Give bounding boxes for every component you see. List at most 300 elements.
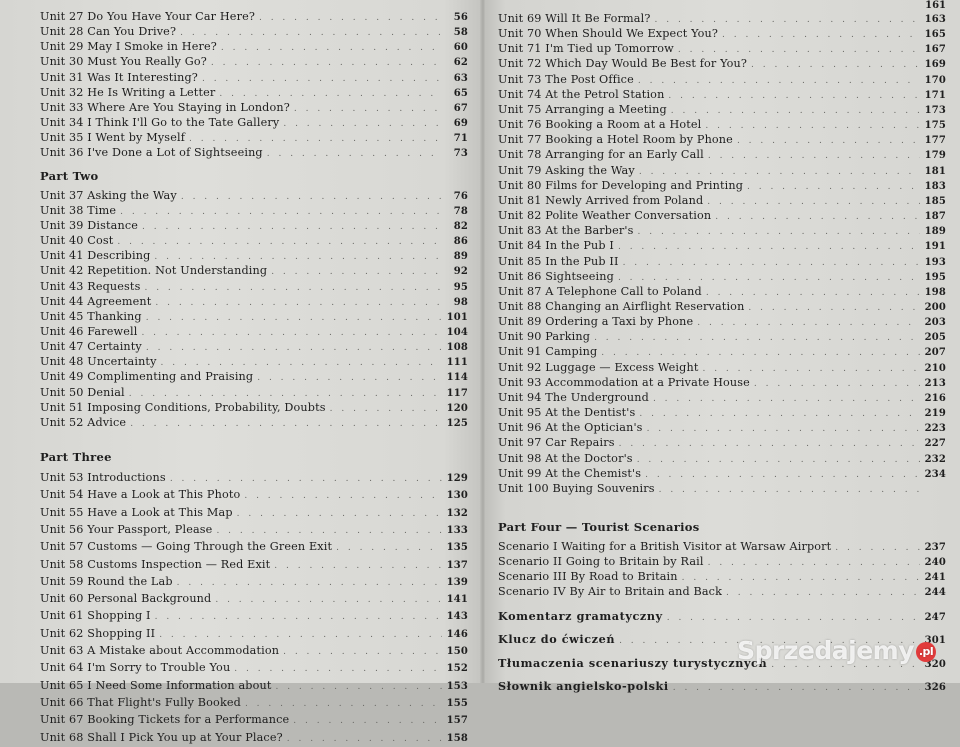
toc-entry [498,73,946,88]
dot-leader [655,13,920,27]
entry-page-number: 240 [924,556,946,570]
dot-leader [294,102,442,116]
entry-title: Unit 34 I Think I'll Go to the Tate Gallery [40,116,279,130]
toc-entry [40,712,468,729]
dot-leader [146,311,442,325]
toc-entry [40,505,468,522]
entry-page-number: 173 [924,104,946,118]
entry-title: Unit 90 Parking [498,330,590,344]
page-number-continued: 161 [498,0,946,12]
dot-leader [715,210,920,224]
entry-title: Unit 39 Distance [40,219,138,233]
toc-entry [498,164,946,179]
entry-page-number: 207 [924,346,946,360]
entry-title: Unit 41 Describing [40,249,150,263]
appendix-entry [498,609,946,625]
units-list-right [498,12,946,497]
entry-title: Unit 83 At the Barber's [498,224,634,238]
entry-title: Unit 84 In the Pub I [498,239,614,253]
toc-entry [498,315,946,330]
entry-title: Unit 49 Complimenting and Praising [40,370,253,384]
entry-page-number: 185 [924,195,946,209]
entry-title: Unit 42 Repetition. Not Understanding [40,264,267,278]
entry-title: Unit 71 I'm Tied up Tomorrow [498,42,674,56]
toc-entry [40,574,468,591]
toc-entry [40,730,468,747]
entry-title: Unit 79 Asking the Way [498,164,635,178]
entry-page-number: 157 [446,713,468,728]
entry-page-number: 169 [924,58,946,72]
entry-page-number: 71 [446,132,468,146]
entry-title: Scenario IV By Air to Britain and Back [498,585,722,599]
dot-leader [154,250,442,264]
dot-leader [283,117,442,131]
entry-page-number: 227 [924,437,946,451]
entry-title: Komentarz gramatyczny [498,609,663,623]
right-page [482,0,960,683]
entry-page-number: 108 [446,341,468,355]
dot-leader [653,392,920,406]
toc-entry [40,295,468,310]
dot-leader [638,225,920,239]
left-page [0,0,482,683]
dot-leader [259,11,442,25]
toc-entry [40,608,468,625]
dot-leader [678,43,920,57]
dot-leader [146,341,442,355]
appendix-entry [498,679,946,695]
entry-page-number: 69 [446,117,468,131]
toc-entry [498,376,946,391]
entry-title: Unit 61 Shopping I [40,608,151,623]
entry-title: Unit 63 A Mistake about Accommodation [40,643,279,658]
entry-page-number: 158 [446,731,468,746]
toc-entry [498,406,946,421]
toc-entry [498,421,946,436]
entry-page-number: 98 [446,296,468,310]
entry-title: Unit 96 At the Optician's [498,421,643,435]
toc-entry [40,401,468,416]
entry-page-number: 326 [924,681,946,695]
dot-leader [129,387,442,401]
toc-entry [40,146,468,161]
dot-leader [117,235,442,249]
dot-leader [754,377,920,391]
toc-entry [498,57,946,72]
dot-leader [659,483,920,497]
entry-page-number: 167 [924,43,946,57]
entry-title: Unit 73 The Post Office [498,73,634,87]
entry-page-number: 237 [924,541,946,555]
toc-entry [40,416,468,431]
entry-title: Unit 57 Customs — Going Through the Green Exit [40,539,332,554]
dot-leader [216,524,442,539]
entry-title: Unit 62 Shopping II [40,626,155,641]
entry-page-number: 216 [924,392,946,406]
dot-leader [638,74,920,88]
dot-leader [707,195,920,209]
watermark-logo: Sprzedajemy .pl [737,636,936,665]
toc-entry [40,591,468,608]
dot-leader [722,28,920,42]
entry-title: Unit 65 I Need Some Information about [40,678,271,693]
toc-entry [40,678,468,695]
dot-leader [155,296,442,310]
entry-title: Unit 33 Where Are You Staying in London? [40,101,290,115]
entry-page-number: 198 [924,286,946,300]
entry-title: Unit 28 Can You Drive? [40,25,176,39]
dot-leader [274,559,442,574]
toc-entry [498,361,946,376]
dot-leader [170,472,442,487]
dot-leader [142,220,442,234]
dot-leader [748,301,920,315]
toc-entry [40,280,468,295]
scenarios-list [498,540,946,601]
toc-entry [40,340,468,355]
entry-page-number: 143 [446,609,468,624]
toc-entry [498,88,946,103]
entry-page-number: 219 [924,407,946,421]
dot-leader [639,407,920,421]
entry-title: Unit 45 Thanking [40,310,142,324]
dot-leader [245,697,442,712]
dot-leader [619,437,920,451]
entry-page-number: 205 [924,331,946,345]
toc-entry [498,467,946,482]
entry-page-number: 67 [446,102,468,116]
toc-entry [498,103,946,118]
entry-title: Unit 87 A Telephone Call to Poland [498,285,702,299]
dot-leader [726,586,920,600]
entry-title: Unit 53 Introductions [40,470,166,485]
toc-entry [498,436,946,451]
toc-entry [40,249,468,264]
entry-page-number: 104 [446,326,468,340]
toc-entry [40,626,468,643]
entry-title: Unit 91 Camping [498,345,597,359]
dot-leader [271,265,442,279]
toc-entry [40,101,468,116]
dot-leader [159,628,442,643]
dot-leader [237,507,442,522]
dot-leader [181,190,442,204]
entry-page-number: 133 [446,523,468,538]
entry-title: Unit 81 Newly Arrived from Poland [498,194,703,208]
toc-entry [40,370,468,385]
dot-leader [645,468,920,482]
entry-title: Unit 98 At the Doctor's [498,452,633,466]
toc-entry [40,522,468,539]
toc-entry [498,345,946,360]
dot-leader [667,611,920,625]
entry-page-number: 183 [924,180,946,194]
entry-page-number: 244 [924,586,946,600]
entry-page-number: 210 [924,362,946,376]
entry-page-number: 129 [446,471,468,486]
entry-page-number: 76 [446,190,468,204]
dot-leader [708,556,920,570]
dot-leader [287,732,442,747]
dot-leader [267,147,442,161]
dot-leader [639,165,920,179]
entry-title: Unit 27 Do You Have Your Car Here? [40,10,255,24]
entry-title: Unit 38 Time [40,204,116,218]
dot-leader [202,72,442,86]
dot-leader [257,371,442,385]
entry-page-number: 301 [924,634,946,648]
toc-entry [498,118,946,133]
dot-leader [141,326,442,340]
dot-leader [706,286,920,300]
entry-title: Unit 77 Booking a Hotel Room by Phone [498,133,733,147]
dot-leader [697,316,920,330]
entry-page-number: 114 [446,371,468,385]
entry-title: Unit 75 Arranging a Meeting [498,103,667,117]
dot-leader [747,180,920,194]
entry-title: Unit 40 Cost [40,234,113,248]
entry-page-number: 135 [446,540,468,555]
entry-page-number: 58 [446,26,468,40]
entry-title: Unit 37 Asking the Way [40,189,177,203]
entry-title: Unit 55 Have a Look at This Map [40,505,233,520]
entry-title: Unit 69 Will It Be Formal? [498,12,651,26]
dot-leader [682,571,920,585]
entry-title: Unit 32 He Is Writing a Letter [40,86,215,100]
toc-entry [498,270,946,285]
dot-leader [705,119,920,133]
entry-page-number: 234 [924,468,946,482]
entry-page-number: 130 [446,488,468,503]
toc-entry [498,239,946,254]
entry-title: Unit 58 Customs Inspection — Red Exit [40,557,270,572]
entry-title: Unit 66 That Flight's Fully Booked [40,695,241,710]
dot-leader [623,256,920,270]
dot-leader [637,453,920,467]
entry-page-number: 125 [446,417,468,431]
dot-leader [673,681,920,695]
entry-title: Scenario I Waiting for a British Visitor at Warsaw Airport [498,540,831,554]
toc-entry [498,179,946,194]
toc-entry [498,255,946,270]
toc-entry [40,234,468,249]
entry-page-number: 141 [446,592,468,607]
entry-title: Unit 50 Denial [40,386,125,400]
entry-title: Unit 94 The Underground [498,391,649,405]
entry-page-number: 82 [446,220,468,234]
toc-entry [40,86,468,101]
toc-entry [498,330,946,345]
entry-title: Klucz do ćwiczeń [498,632,615,646]
entry-title: Unit 93 Accommodation at a Private House [498,376,750,390]
toc-entry [498,148,946,163]
entry-title: Unit 100 Buying Souvenirs [498,482,655,496]
dot-leader [618,240,920,254]
dot-leader [211,56,442,70]
dot-leader [283,645,442,660]
entry-page-number: 247 [924,611,946,625]
entry-page-number: 181 [924,165,946,179]
entry-page-number: 152 [446,661,468,676]
entry-page-number: 63 [446,72,468,86]
entry-page-number: 86 [446,235,468,249]
entry-title: Unit 70 When Should We Expect You? [498,27,718,41]
entry-page-number: 163 [924,13,946,27]
dot-leader [177,576,442,591]
entry-title: Unit 64 I'm Sorry to Trouble You [40,660,230,675]
part-two-units [40,189,468,432]
entry-title: Scenario III By Road to Britain [498,570,678,584]
entry-page-number: 203 [924,316,946,330]
dot-leader [618,271,920,285]
entry-title: Unit 76 Booking a Room at a Hotel [498,118,701,132]
entry-page-number: 111 [446,356,468,370]
entry-title: Unit 47 Certainty [40,340,142,354]
entry-page-number: 241 [924,571,946,585]
toc-entry [40,40,468,55]
entry-title: Unit 60 Personal Background [40,591,211,606]
toc-entry [498,224,946,239]
toc-entry [40,204,468,219]
dot-leader [144,281,442,295]
dot-leader [336,541,442,556]
entry-title: Słownik angielsko-polski [498,679,669,693]
toc-entry [498,391,946,406]
toc-entry [40,643,468,660]
toc-entry [40,71,468,86]
part-two-heading: Part Two [40,169,468,183]
dot-leader [293,714,442,729]
entry-title: Unit 72 Which Day Would Be Best for You? [498,57,747,71]
toc-entry [498,555,946,570]
entry-title: Unit 31 Was It Interesting? [40,71,198,85]
entry-title: Unit 92 Luggage — Excess Weight [498,361,698,375]
entry-page-number: 95 [446,281,468,295]
dot-leader [647,422,920,436]
entry-page-number: 165 [924,28,946,42]
dot-leader [601,346,920,360]
entry-page-number: 213 [924,377,946,391]
entry-page-number: 223 [924,422,946,436]
entry-title: Unit 35 I Went by Myself [40,131,185,145]
dot-leader [180,26,442,40]
toc-entry [40,131,468,146]
dot-leader [330,402,442,416]
entry-title: Unit 95 At the Dentist's [498,406,635,420]
entry-title: Unit 97 Car Repairs [498,436,615,450]
toc-entry [40,25,468,40]
entry-page-number: 139 [446,575,468,590]
entry-page-number: 232 [924,453,946,467]
dot-leader [244,489,442,504]
toc-entry [40,10,468,25]
entry-title: Unit 80 Films for Developing and Printing [498,179,743,193]
entry-title: Scenario II Going to Britain by Rail [498,555,704,569]
toc-entry [498,540,946,555]
entry-page-number: 89 [446,250,468,264]
toc-entry [40,386,468,401]
dot-leader [751,58,920,72]
toc-entry [40,189,468,204]
toc-entry [498,285,946,300]
entry-title: Unit 99 At the Chemist's [498,467,641,481]
entry-title: Unit 86 Sightseeing [498,270,614,284]
entry-title: Unit 67 Booking Tickets for a Performance [40,712,289,727]
entry-page-number: 195 [924,271,946,285]
toc-entry [498,482,946,497]
toc-entry [40,487,468,504]
entry-page-number: 60 [446,41,468,55]
entry-title: Unit 88 Changing an Airflight Reservation [498,300,744,314]
toc-entry [40,660,468,677]
entry-page-number: 187 [924,210,946,224]
dot-leader [671,104,920,118]
dot-leader [737,134,920,148]
dot-leader [189,132,442,146]
entry-title: Unit 56 Your Passport, Please [40,522,212,537]
toc-entry [40,219,468,234]
entry-title: Unit 52 Advice [40,416,126,430]
entry-page-number: 179 [924,149,946,163]
dot-leader [155,610,442,625]
entry-title: Unit 46 Farewell [40,325,137,339]
entry-title: Unit 59 Round the Lab [40,574,173,589]
entry-title: Tłumaczenia scenariuszy turystycznych [498,656,767,670]
entry-page-number: 155 [446,696,468,711]
entry-page-number: 171 [924,89,946,103]
part-four-heading: Part Four — Tourist Scenarios [498,520,946,534]
toc-entry [498,27,946,42]
toc-entry [40,470,468,487]
dot-leader [234,662,442,677]
dot-leader [221,41,442,55]
toc-entry [40,264,468,279]
dot-leader [708,149,920,163]
entry-page-number: 189 [924,225,946,239]
toc-entry [40,325,468,340]
toc-entry [40,310,468,325]
toc-entry [40,355,468,370]
entry-page-number: 146 [446,627,468,642]
dot-leader [161,356,442,370]
entry-title: Unit 44 Agreement [40,295,151,309]
entry-page-number: 101 [446,311,468,325]
entry-page-number: 150 [446,644,468,659]
units-list-top [40,10,468,162]
toc-entry [498,585,946,600]
entry-title: Unit 29 May I Smoke in Here? [40,40,217,54]
entry-title: Unit 82 Polite Weather Conversation [498,209,711,223]
entry-title: Unit 68 Shall I Pick You up at Your Place? [40,730,283,745]
entry-page-number: 177 [924,134,946,148]
entry-title: Unit 51 Imposing Conditions, Probability, Doubts [40,401,326,415]
entry-page-number: 73 [446,147,468,161]
entry-title: Unit 85 In the Pub II [498,255,619,269]
entry-page-number: 56 [446,11,468,25]
entry-page-number: 117 [446,387,468,401]
toc-entry [498,209,946,224]
book-gutter [480,0,486,683]
entry-page-number: 200 [924,301,946,315]
toc-entry [40,539,468,556]
entry-page-number: 78 [446,205,468,219]
dot-leader [835,541,920,555]
entry-title: Unit 78 Arranging for an Early Call [498,148,704,162]
dot-leader [275,680,442,695]
entry-title: Unit 48 Uncertainty [40,355,157,369]
part-three-heading: Part Three [40,450,468,464]
toc-entry [498,570,946,585]
